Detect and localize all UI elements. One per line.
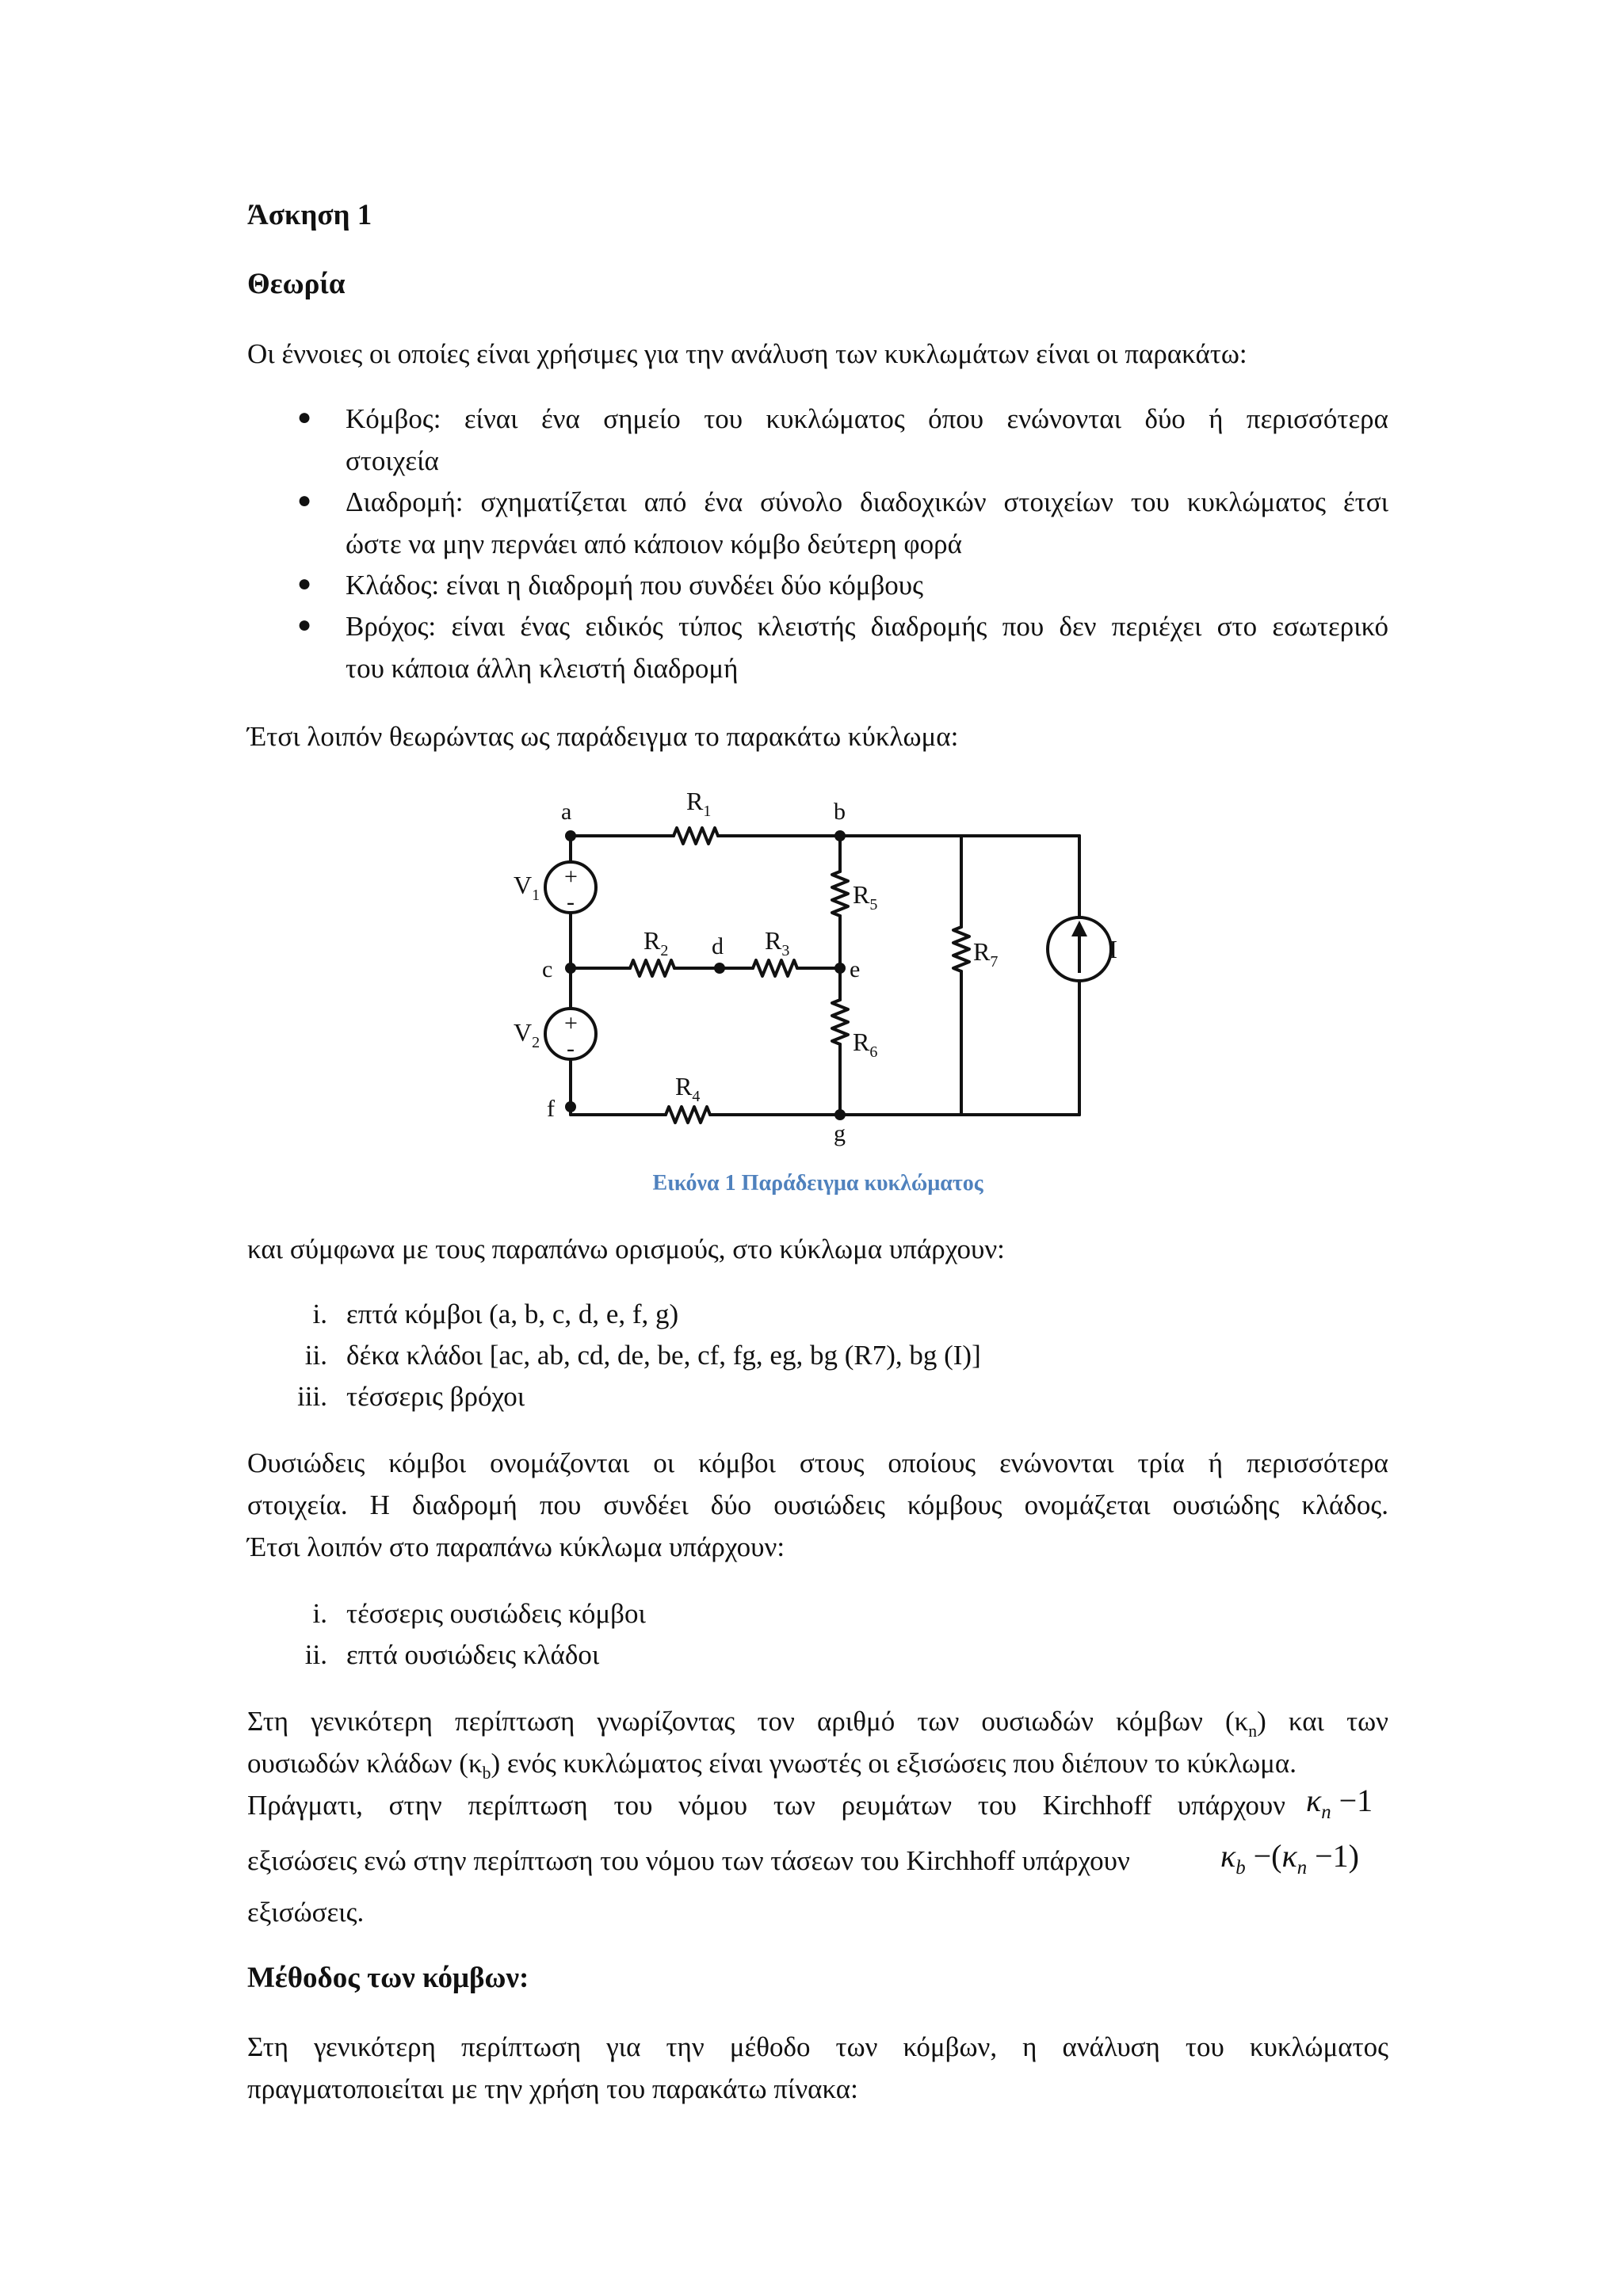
label-current-source: I	[1109, 935, 1117, 963]
list-number: i.	[312, 1299, 327, 1329]
node-label-g: g	[834, 1120, 846, 1146]
list-number: ii.	[304, 1639, 327, 1670]
node-label-b: b	[834, 799, 846, 825]
after-caption-paragraph: και σύμφωνα με τους παραπάνω ορισμούς, στο κύκλωμα υπάρχουν:	[247, 1234, 1005, 1264]
list-item: επτά κόμβοι (a, b, c, d, e, f, g)	[346, 1299, 679, 1329]
node-label-c: c	[542, 956, 553, 982]
label-v2: $V_2$	[514, 1018, 540, 1051]
page-title: Άσκηση 1	[247, 199, 372, 231]
circuit-diagram	[491, 784, 1125, 1149]
general-line: εξισώσεις.	[247, 1897, 365, 1928]
label-v1: $V_1$	[514, 871, 540, 904]
general-line: Στη γενικότερη περίπτωση γνωρίζοντας τον αριθμό των ουσιωδών κόμβων $(\kappa_n)$ και των	[247, 1706, 1388, 1741]
label-r3: $R_3$	[765, 926, 790, 959]
v1-plus: +	[564, 864, 578, 890]
list-item: δέκα κλάδοι [ac, ab, cd, de, be, cf, fg, eg, bg (R7), bg (I)]	[346, 1340, 981, 1371]
figure-caption: Εικόνα 1 Παράδειγμα κυκλώματος	[652, 1171, 983, 1196]
resistor-r5	[832, 871, 848, 916]
node-label-d: d	[712, 933, 724, 959]
bullet-dot: ●	[297, 487, 312, 513]
kvl-equation: $\kappa_b -(\kappa_n -1)$	[1220, 1838, 1359, 1878]
node-method-line: πραγματοποιείται με την χρήση του παρακάτω πίνακα:	[247, 2073, 858, 2104]
v2-minus: -	[567, 1035, 575, 1062]
bullet-line: Διαδρομή: σχηματίζεται από ένα σύνολο διαδοχικών στοιχείων του κυκλώματος έτσι	[346, 486, 1388, 517]
v1-minus: -	[567, 889, 575, 915]
resistor-r2	[630, 960, 674, 976]
general-line: εξισώσεις ενώ στην περίπτωση του νόμου των τάσεων του Kirchhoff υπάρχουν	[247, 1845, 1130, 1876]
v2-plus: +	[564, 1010, 578, 1036]
node-label-a: a	[561, 799, 572, 825]
label-r7: $R_7$	[973, 937, 999, 971]
node-label-f: f	[547, 1096, 555, 1122]
label-r4: $R_4$	[675, 1072, 701, 1105]
general-line: ουσιωδών κλάδων $(\kappa_b)$ ενός κυκλώματος είναι γνωστές οι εξισώσεις που διέπουν το κύκλωμα.	[247, 1748, 1296, 1783]
resistor-r4	[666, 1107, 710, 1123]
list-item: τέσσερις ουσιώδεις κόμβοι	[346, 1598, 646, 1629]
bullet-dot: ●	[297, 612, 312, 638]
essential-line: στοιχεία. Η διαδρομή που συνδέει δύο ουσιώδεις κόμβους ονομάζεται ουσιώδης κλάδος.	[247, 1489, 1388, 1520]
list-number: ii.	[304, 1340, 327, 1371]
bullet-line: στοιχεία	[346, 445, 439, 476]
label-r1: $R_1$	[686, 787, 712, 820]
list-number: iii.	[297, 1381, 327, 1412]
theory-heading: Θεωρία	[247, 268, 346, 300]
example-intro: Έτσι λοιπόν θεωρώντας ως παράδειγμα το παρακάτω κύκλωμα:	[247, 721, 959, 752]
node-method-line: Στη γενικότερη περίπτωση για την μέθοδο των κόμβων, η ανάλυση του κυκλώματος	[247, 2031, 1388, 2062]
list-item: επτά ουσιώδεις κλάδοι	[346, 1639, 600, 1670]
label-r2: $R_2$	[643, 926, 669, 959]
node-label-e: e	[850, 956, 861, 982]
kcl-equation: $\kappa_n -1$	[1306, 1783, 1373, 1823]
bullet-line: του κάποια άλλη κλειστή διαδρομή	[346, 653, 739, 684]
list-number: i.	[312, 1598, 327, 1629]
essential-line: Έτσι λοιπόν στο παραπάνω κύκλωμα υπάρχουν:	[247, 1531, 785, 1562]
resistor-r6	[832, 1000, 848, 1044]
bullet-line: Βρόχος: είναι ένας ειδικός τύπος κλειστής διαδρομής που δεν περιέχει στο εσωτερικό	[346, 611, 1388, 642]
label-r5: $R_5$	[853, 880, 878, 913]
node-method-heading: Μέθοδος των κόμβων:	[247, 1962, 529, 1994]
bullet-dot: ●	[297, 404, 312, 430]
bullet-line: Κόμβος: είναι ένα σημείο του κυκλώματος όπου ενώνονται δύο ή περισσότερα	[346, 403, 1388, 434]
resistor-r3	[753, 960, 797, 976]
bullet-dot: ●	[297, 570, 312, 597]
intro-paragraph: Οι έννοιες οι οποίες είναι χρήσιμες για την ανάλυση των κυκλωμάτων είναι οι παρακάτω:	[247, 338, 1247, 369]
bullet-line: ώστε να μην περνάει από κάποιον κόμβο δεύτερη φορά	[346, 528, 962, 559]
resistor-r7	[953, 927, 969, 971]
label-r6: $R_6$	[853, 1028, 878, 1061]
list-item: τέσσερις βρόχοι	[346, 1381, 525, 1412]
bullet-line: Κλάδος: είναι η διαδρομή που συνδέει δύο κόμβους	[346, 570, 923, 601]
general-line: Πράγματι, στην περίπτωση του νόμου των ρευμάτων του Kirchhoff υπάρχουν	[247, 1790, 1285, 1821]
essential-line: Ουσιώδεις κόμβοι ονομάζονται οι κόμβοι στους οποίους ενώνονται τρία ή περισσότερα	[247, 1447, 1388, 1478]
resistor-r1	[674, 828, 718, 844]
